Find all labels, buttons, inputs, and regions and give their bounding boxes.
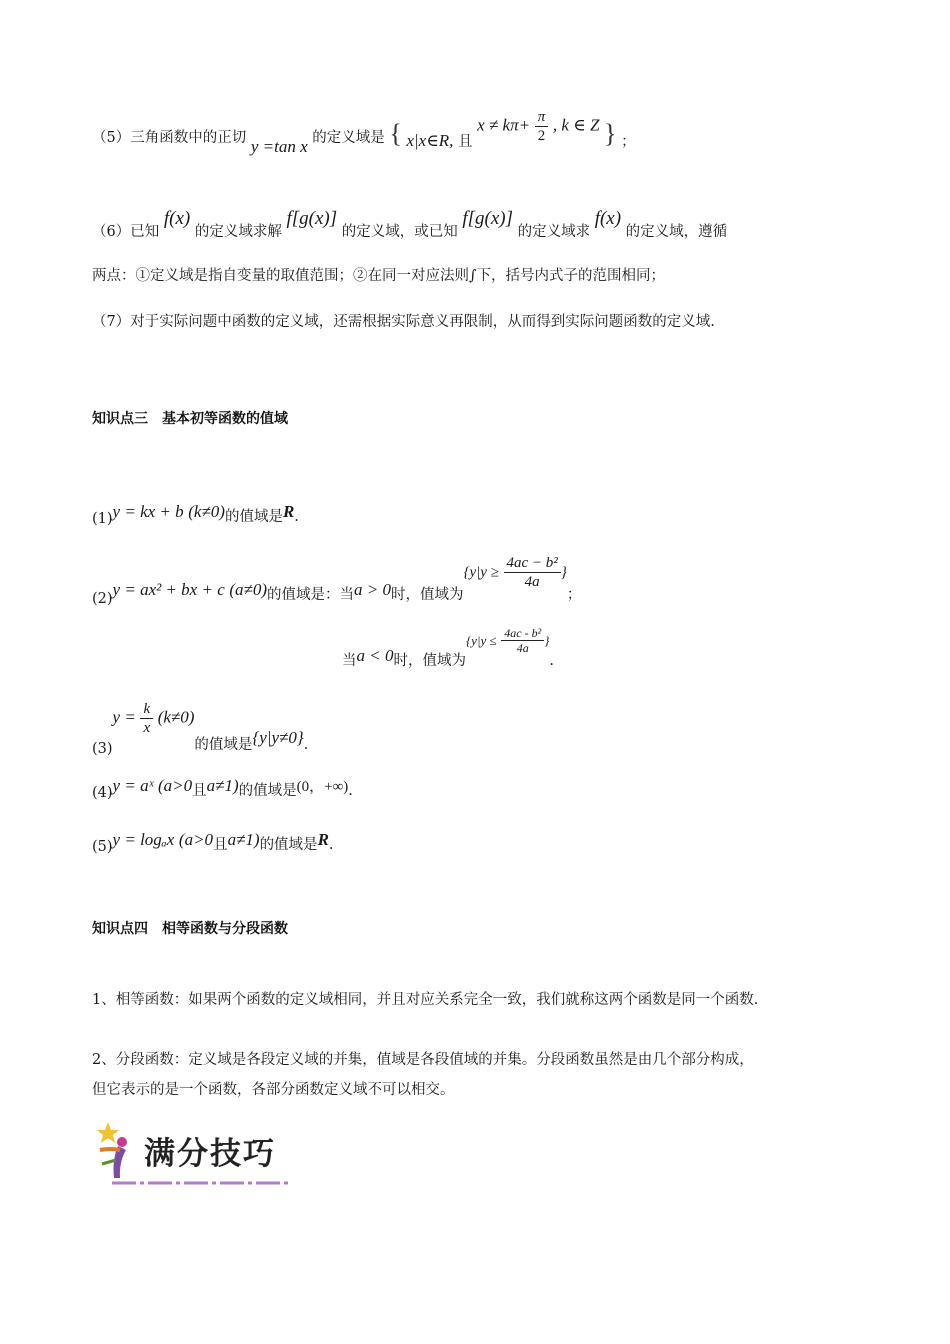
range-2-num: (2)	[92, 590, 113, 607]
item-6-text2: 的定义域，或已知	[341, 224, 458, 240]
item-5-qie: 且	[458, 134, 473, 150]
item-6-label: （6）已知	[92, 224, 160, 240]
range-3-condition: (k≠0)	[157, 707, 195, 727]
range-2-set-close: }	[560, 564, 567, 581]
range-item-5	[92, 830, 334, 855]
range-1-mid: 的值域是	[224, 509, 283, 525]
item-5-pi-over-2: $\frac{\pi}{2}$	[535, 108, 549, 145]
range-3-y: y =	[112, 707, 136, 727]
range-2b-dot: .	[549, 652, 555, 669]
range-1-num: (1)	[92, 511, 113, 527]
item-7-practical-domain: （7）对于实际问题中函数的定义域，还需根据实际意义再限制，从而得到实际问题函数的定义域.	[92, 314, 715, 330]
range-item-3	[92, 700, 309, 757]
item-5-set-body: x|x∈R,	[406, 131, 454, 150]
range-2-fraction: $\frac{\text{4ac − b²}}{4a}$	[504, 554, 561, 591]
range-3-fraction: $\frac{k}{x}$	[140, 700, 153, 737]
range-4-range: (0，+∞)	[296, 779, 349, 795]
range-2-condition: (a≠0)	[229, 579, 268, 599]
range-item-4	[92, 776, 353, 801]
item-5-brace-open: {	[389, 119, 402, 148]
range-2-mid: 的值域是：当	[267, 586, 355, 603]
item-6-line2: 两点：①定义域是指自变量的取值范围；②在同一对应法则∫下，括号内式子的范围相同；	[92, 268, 666, 284]
range-5-cond-a: (a>0	[178, 830, 214, 849]
range-5-end: .	[328, 837, 334, 853]
range-2b-a-negative: a < 0	[356, 645, 394, 665]
item-5-brace-close: }	[604, 119, 617, 148]
range-2-a-positive: a > 0	[354, 579, 391, 599]
range-2b-when: 当	[342, 652, 357, 669]
range-2-set-open: {y|y ≥	[463, 564, 499, 581]
item-6-composite-domain	[92, 208, 728, 240]
item-5-end: ；	[621, 134, 636, 150]
range-4-mid: 的值域是	[238, 783, 297, 799]
range-5-formula: y = logₐx	[112, 830, 175, 849]
item-6-text1: 的定义域求解	[194, 224, 282, 240]
range-4-end: .	[348, 783, 353, 799]
range-item-2-line2	[342, 626, 555, 669]
tips-banner	[92, 1120, 292, 1190]
tips-banner-text: 满分技巧	[144, 1136, 276, 1172]
range-3-num: (3)	[92, 740, 113, 757]
definition-piecewise-line1: 2、分段函数：定义域是各段定义域的并集，值域是各段值域的并集。分段函数虽然是由几个部分构成，	[92, 1052, 754, 1068]
range-1-R: R	[282, 502, 295, 521]
range-1-end: .	[294, 509, 299, 525]
range-2b-set-close: }	[544, 632, 550, 648]
section-3-title: 知识点三 基本初等函数的值域	[92, 410, 288, 426]
range-4-cond-a: (a>0	[157, 776, 193, 795]
item-6-text3: 的定义域求	[517, 224, 591, 240]
item-5-kz: , k ∈ Z	[552, 115, 600, 134]
item-5-mid-text: 的定义域是	[312, 130, 385, 146]
range-2-time: 时，值域为	[391, 586, 464, 603]
item-5-function: y =tan x	[250, 137, 308, 156]
range-3-mid: 的值域是	[194, 736, 253, 753]
range-2b-set-open: {y|y ≤	[465, 632, 497, 648]
range-item-1	[92, 502, 299, 527]
item-5-condition: x ≠ kπ+	[477, 115, 531, 134]
range-3-end: .	[303, 736, 309, 753]
item-6-f1: f(x)	[163, 208, 191, 229]
range-5-cond-b: a≠1)	[227, 830, 260, 849]
range-5-num: (5)	[92, 839, 113, 855]
item-5-label: （5）三角函数中的正切	[92, 130, 247, 146]
item-6-f3: f[g(x)]	[462, 208, 513, 229]
item-5-tangent-domain	[92, 108, 636, 157]
section-4-title: 知识点四 相等函数与分段函数	[92, 920, 288, 936]
item-6-text4: 的定义域，遵循	[625, 224, 728, 240]
range-1-condition: (k≠0)	[188, 502, 225, 521]
range-4-cond-b: a≠1)	[206, 776, 239, 795]
range-2b-fraction: $\frac{\text{4ac - b²}}{4a}$	[501, 626, 544, 656]
range-4-num: (4)	[92, 785, 113, 801]
item-6-f4: f(x)	[594, 208, 622, 229]
definition-piecewise-line2: 但它表示的是一个函数，各部分函数定义域不可以相交。	[92, 1082, 455, 1098]
range-5-R: R	[317, 830, 329, 849]
range-5-mid: 的值域是	[259, 837, 318, 853]
banner-underline	[92, 1178, 292, 1188]
range-4-qie: 且	[192, 783, 207, 799]
range-item-2	[92, 554, 582, 607]
range-1-formula: y = kx + b	[112, 502, 184, 521]
range-2-formula: y = ax² + bx + c	[112, 579, 225, 599]
range-2-semicolon: ；	[566, 586, 582, 603]
range-5-qie: 且	[213, 837, 228, 853]
range-2b-time: 时，值域为	[393, 652, 466, 669]
range-4-formula: y = aˣ	[112, 776, 154, 795]
definition-equal-functions: 1、相等函数：如果两个函数的定义域相同，并且对应关系完全一致，我们就称这两个函数是同一个函数.	[92, 992, 759, 1008]
range-3-set: {y|y≠0}	[252, 727, 304, 747]
item-6-f2: f[g(x)]	[286, 208, 338, 229]
